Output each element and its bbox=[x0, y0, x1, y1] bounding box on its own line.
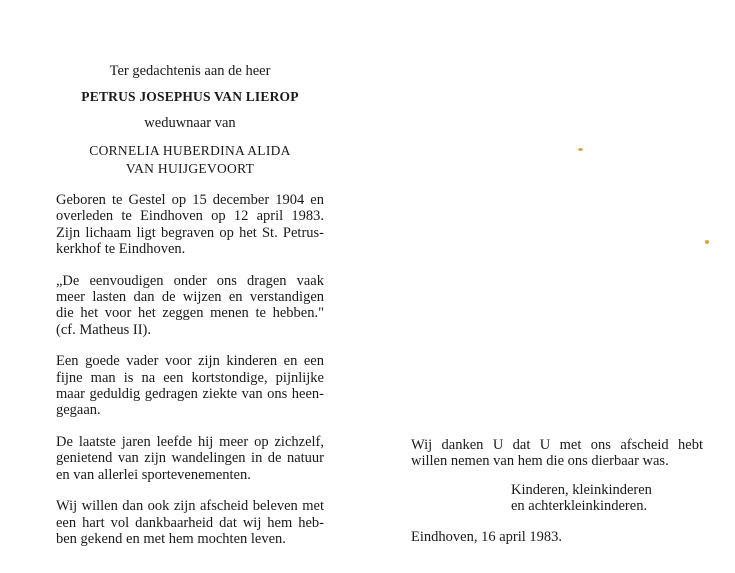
left-panel bbox=[56, 62, 324, 562]
father-paragraph bbox=[56, 353, 324, 419]
right-panel bbox=[411, 437, 703, 545]
text-line: en van allerlei sportevenementen. bbox=[56, 466, 251, 483]
paper-speck-decoration bbox=[578, 148, 583, 151]
paper-speck-decoration bbox=[705, 240, 709, 244]
text-line: gegaan. bbox=[56, 402, 101, 419]
quote-source: (cf. Matheus II). bbox=[56, 321, 152, 338]
signers-line-2: en achterkleinkinderen. bbox=[511, 498, 648, 515]
text-line: Zijn lichaam ligt begraven op het St. Petrus- bbox=[56, 224, 324, 241]
signers bbox=[511, 482, 703, 515]
text-line: fijne man is na een kortstondige, pijnlijke bbox=[56, 369, 324, 386]
text-line: Wij willen dan ook zijn afscheid beleven met bbox=[56, 498, 324, 515]
text-line: Een goede vader voor zijn kinderen en een bbox=[56, 353, 324, 370]
quote-line: die het voor het zeggen menen te hebben." bbox=[56, 305, 324, 322]
text-line: kerkhof te Eindhoven. bbox=[56, 241, 186, 258]
text-line: overleden te Eindhoven op 12 april 1983. bbox=[56, 208, 324, 225]
quote-paragraph bbox=[56, 273, 324, 339]
thanks-paragraph bbox=[411, 437, 703, 470]
quote-line: meer lasten dan de wijzen en verstandigen bbox=[56, 289, 324, 306]
place-date: Eindhoven, 16 april 1983. bbox=[411, 528, 563, 545]
text-line: Wij danken U dat U met ons afscheid hebt bbox=[411, 437, 703, 453]
text-line: ben gekend en met hem mochten leven. bbox=[56, 530, 286, 547]
text-line: De laatste jaren leefde hij meer op zichzelf, bbox=[56, 433, 324, 450]
spouse-name-line-1: CORNELIA HUBERDINA ALIDA bbox=[89, 143, 291, 158]
spouse-name-line-2: VAN HUIJGEVOORT bbox=[125, 161, 255, 176]
text-line: willen nemen van hem die ons dierbaar was. bbox=[411, 453, 669, 470]
deceased-name: PETRUS JOSEPHUS VAN LIEROP bbox=[81, 89, 299, 104]
birth-death-paragraph bbox=[56, 192, 324, 258]
text-line: maar geduldig gedragen ziekte van ons heen- bbox=[56, 386, 324, 403]
quote-line: „De eenvoudigen onder ons dragen vaak bbox=[56, 272, 324, 289]
text-line: genietend van zijn wandelingen in de natuur bbox=[56, 450, 324, 467]
signers-line-1: Kinderen, kleinkinderen bbox=[511, 481, 652, 498]
text-line: Geboren te Gestel op 15 december 1904 en bbox=[56, 192, 324, 208]
later-years-paragraph bbox=[56, 434, 324, 483]
text-line: een hart vol dankbaarheid dat wij hem heb- bbox=[56, 514, 324, 531]
intro-line: Ter gedachtenis aan de heer bbox=[109, 63, 271, 79]
farewell-paragraph bbox=[56, 498, 324, 547]
relation-line: weduwnaar van bbox=[144, 115, 236, 131]
spouse-name bbox=[56, 142, 324, 178]
